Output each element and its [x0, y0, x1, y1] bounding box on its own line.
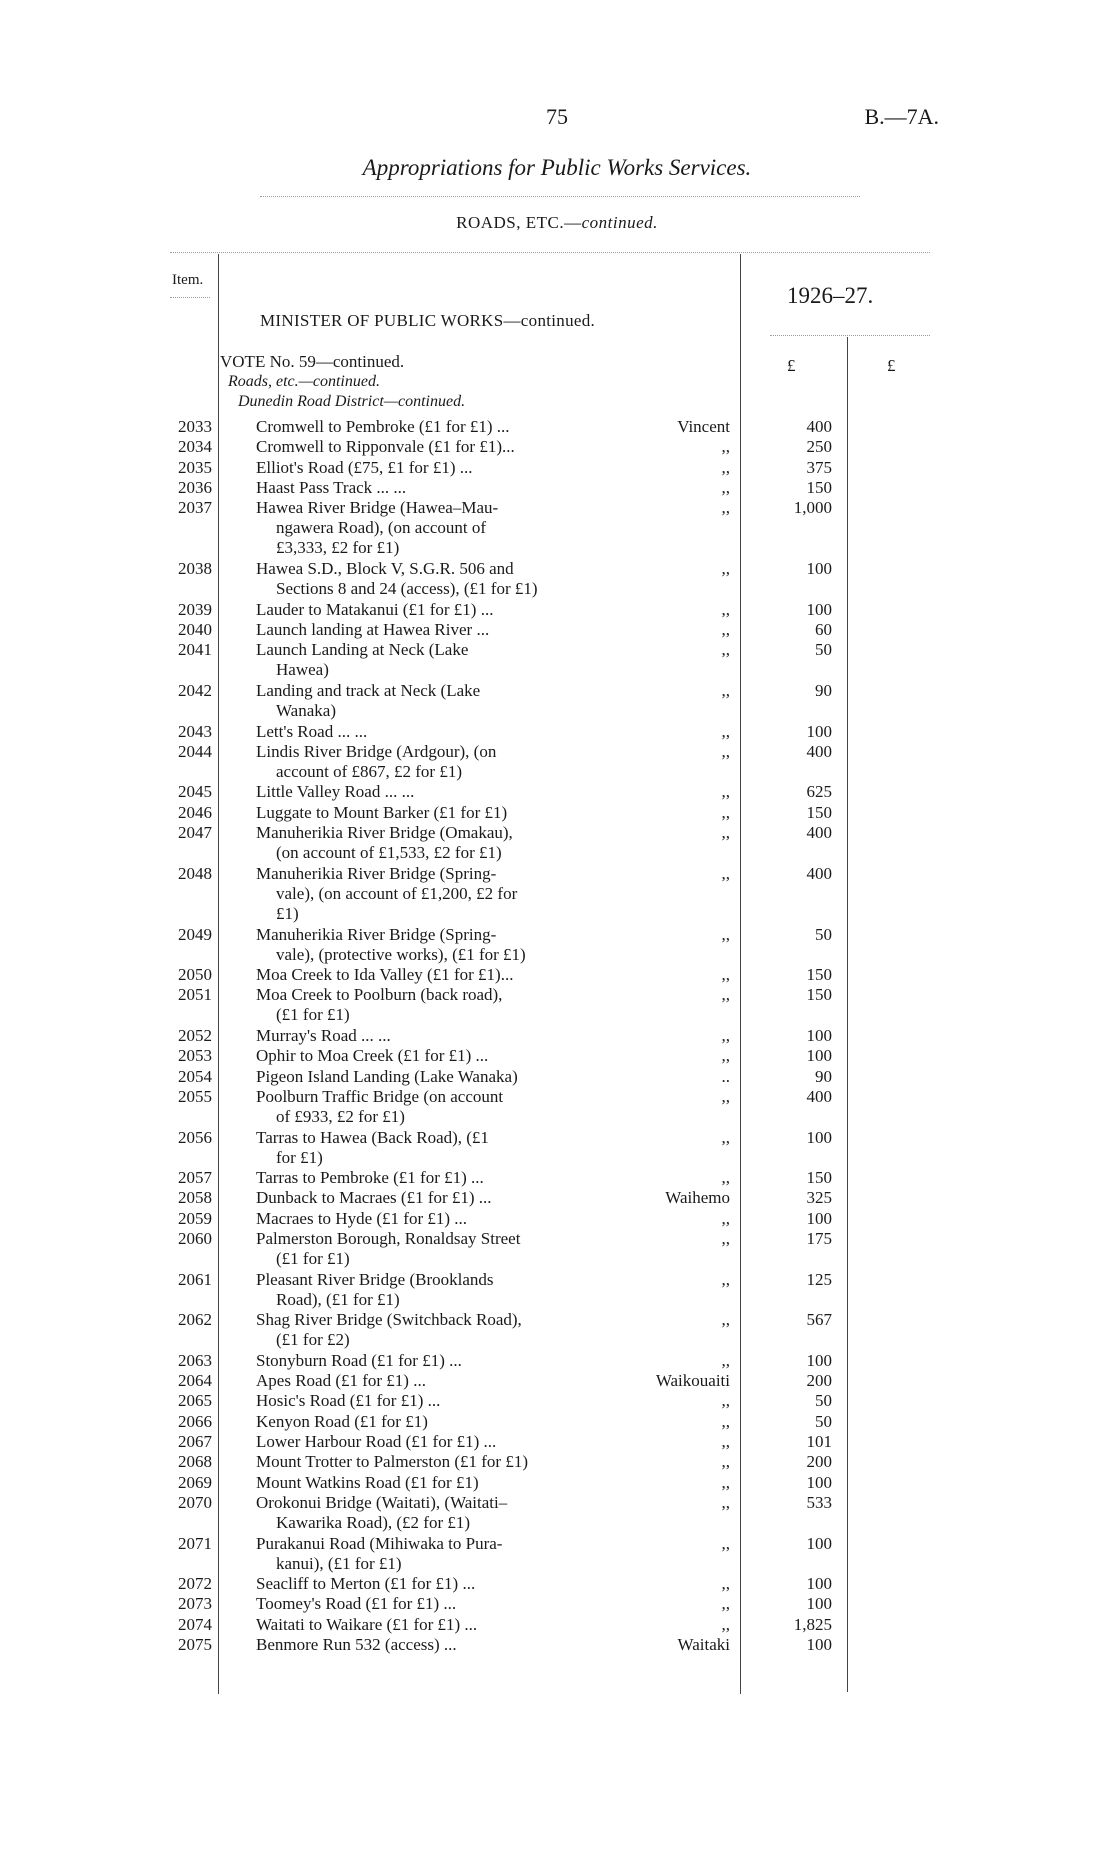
description-line: Palmerston Borough, Ronaldsay Street	[256, 1229, 521, 1248]
description-line: £3,333, £2 for £1)	[276, 538, 400, 558]
item-number: 2070	[178, 1492, 212, 1512]
item-description	[256, 1310, 616, 1350]
item-description	[256, 1046, 616, 1066]
item-number: 2049	[178, 924, 212, 944]
description-line: Lauder to Matakanui (£1 for £1) ...	[256, 599, 494, 619]
item-description	[256, 823, 616, 863]
electorate: ,,	[721, 1492, 730, 1512]
item-number: 2035	[178, 457, 212, 477]
item-number: 2073	[178, 1594, 212, 1614]
item-number: 2039	[178, 599, 212, 619]
electorate: ,,	[721, 721, 730, 741]
amount: 150	[806, 802, 832, 822]
item-description	[256, 681, 616, 721]
description-line: Moa Creek to Ida Valley (£1 for £1)...	[256, 965, 514, 985]
electorate: ,,	[721, 965, 730, 985]
item-number: 2047	[178, 823, 212, 842]
item-number: 2061	[178, 1269, 212, 1289]
description-line: Lower Harbour Road (£1 for £1) ...	[256, 1432, 497, 1451]
description-line: Kenyon Road (£1 for £1)	[256, 1411, 428, 1431]
electorate: ,,	[721, 559, 730, 579]
electorate: ,,	[721, 1310, 730, 1330]
item-number: 2065	[178, 1391, 212, 1411]
electorate: Waitaki	[677, 1635, 730, 1654]
item-description	[256, 1188, 616, 1208]
electorate: ,,	[721, 1168, 730, 1188]
item-column-rule	[218, 254, 219, 1694]
amount: 400	[806, 823, 832, 842]
description-line: (£1 for £1)	[276, 1249, 350, 1268]
pound-unit-label-total: £	[887, 356, 896, 375]
amount: 100	[806, 1046, 832, 1066]
amount: 100	[806, 1472, 832, 1492]
description-line: Sections 8 and 24 (access), (£1 for £1)	[276, 579, 538, 599]
description-line: Road), (£1 for £1)	[276, 1289, 400, 1309]
item-number: 2051	[178, 985, 212, 1005]
item-number: 2056	[178, 1127, 212, 1147]
item-number: 2055	[178, 1086, 212, 1106]
description-line: Moa Creek to Poolburn (back road),	[256, 985, 503, 1005]
item-number: 2043	[178, 721, 212, 741]
description-line: Poolburn Traffic Bridge (on account	[256, 1086, 504, 1106]
description-line: Toomey's Road (£1 for £1) ...	[256, 1594, 457, 1614]
item-number: 2062	[178, 1310, 212, 1330]
item-number: 2044	[178, 741, 212, 761]
district-subheading: Dunedin Road District—continued.	[238, 393, 466, 410]
electorate: ,,	[721, 1208, 730, 1228]
item-description	[256, 1452, 616, 1472]
item-number: 2072	[178, 1574, 212, 1594]
pound-unit-label: £	[787, 356, 796, 375]
description-line: (on account of £1,533, £2 for £1)	[276, 843, 502, 862]
section-continued: continued.	[581, 213, 658, 232]
item-description	[256, 864, 616, 924]
amount: 200	[806, 1371, 832, 1391]
amount: 150	[806, 965, 832, 985]
amount: 200	[806, 1452, 832, 1472]
item-description	[256, 1087, 616, 1127]
item-number: 2034	[178, 437, 212, 457]
description-line: Seacliff to Merton (£1 for £1) ...	[256, 1574, 476, 1594]
amount: 60	[815, 620, 832, 639]
amount: 150	[806, 1168, 832, 1188]
description-line: (£1 for £1)	[276, 1005, 350, 1025]
description-line: Stonyburn Road (£1 for £1) ...	[256, 1350, 462, 1370]
page-code: B.—7A.	[864, 104, 939, 129]
description-line: Tarras to Hawea (Back Road), (£1	[256, 1127, 489, 1147]
amount: 150	[806, 985, 832, 1005]
electorate: ,,	[721, 620, 730, 639]
amount: 100	[806, 1533, 832, 1553]
description-line: Manuherikia River Bridge (Omakau),	[256, 823, 513, 842]
description-line: Purakanui Road (Mihiwaka to Pura-	[256, 1533, 503, 1553]
item-number: 2069	[178, 1472, 212, 1492]
amount: 50	[815, 1391, 832, 1411]
electorate: Waikouaiti	[655, 1371, 730, 1391]
amount: 100	[806, 1594, 832, 1614]
page-title: Appropriations for Public Works Services.	[362, 155, 752, 180]
item-description	[256, 1574, 616, 1594]
item-number: 2050	[178, 965, 212, 985]
amount: 50	[815, 1411, 832, 1431]
item-number: 2033	[178, 417, 212, 436]
amount: 533	[806, 1492, 832, 1512]
description-line: of £933, £2 for £1)	[276, 1106, 405, 1126]
item-description	[256, 1209, 616, 1229]
header-rule-pound	[770, 335, 930, 336]
electorate: ,,	[721, 985, 730, 1005]
minister-heading: MINISTER OF PUBLIC WORKS—continued.	[260, 311, 596, 330]
electorate: ,,	[721, 1026, 730, 1045]
description-line: Murray's Road ... ...	[256, 1026, 391, 1045]
item-description	[256, 640, 616, 680]
item-number: 2060	[178, 1229, 212, 1248]
description-line: Luggate to Mount Barker (£1 for £1)	[256, 802, 508, 822]
electorate: ,,	[721, 437, 730, 457]
description-line: for £1)	[276, 1147, 323, 1167]
electorate: Waihemo	[665, 1188, 730, 1208]
item-description	[256, 620, 616, 640]
electorate: ,,	[721, 599, 730, 619]
amount: 325	[806, 1188, 832, 1208]
item-number: 2071	[178, 1533, 212, 1553]
header-rule-top	[170, 252, 930, 253]
description-line: Hosic's Road (£1 for £1) ...	[256, 1391, 441, 1411]
amount: 400	[806, 863, 832, 883]
item-description	[256, 742, 616, 782]
description-line: Macraes to Hyde (£1 for £1) ...	[256, 1208, 468, 1228]
electorate: ,,	[721, 1127, 730, 1147]
description-line: Dunback to Macraes (£1 for £1) ...	[256, 1188, 492, 1208]
item-description	[256, 722, 616, 742]
electorate: ,,	[721, 741, 730, 761]
electorate: ,,	[721, 1533, 730, 1553]
amount: 625	[806, 782, 832, 802]
amount: 100	[806, 1127, 832, 1147]
electorate: ,,	[721, 1574, 730, 1594]
item-number: 2036	[178, 477, 212, 497]
section-name: ROADS, ETC.—	[456, 213, 582, 232]
electorate: ..	[721, 1066, 730, 1086]
description-line: Cromwell to Pembroke (£1 for £1) ...	[256, 417, 510, 436]
item-number: 2042	[178, 680, 212, 700]
description-line: kanui), (£1 for £1)	[276, 1553, 402, 1573]
description-line: Cromwell to Ripponvale (£1 for £1)...	[256, 437, 515, 457]
item-description	[256, 1635, 616, 1655]
item-description	[256, 1534, 616, 1574]
electorate-column-rule	[740, 254, 741, 1694]
header-rule-item	[170, 297, 210, 298]
amount: 1,000	[793, 498, 832, 518]
description-line: Haast Pass Track ... ...	[256, 477, 407, 497]
item-description	[256, 1168, 616, 1188]
amount: 90	[815, 1066, 832, 1086]
description-line: (£1 for £2)	[276, 1330, 350, 1350]
description-line: Launch landing at Hawea River ...	[256, 620, 490, 639]
description-line: Shag River Bridge (Switchback Road),	[256, 1310, 522, 1330]
item-description	[256, 1371, 616, 1391]
item-description	[256, 925, 616, 965]
item-number: 2041	[178, 640, 212, 660]
description-line: Manuherikia River Bridge (Spring-	[256, 924, 497, 944]
electorate: ,,	[721, 823, 730, 842]
item-description	[256, 1067, 616, 1087]
amount: 100	[806, 1026, 832, 1045]
item-description	[256, 600, 616, 620]
electorate: ,,	[721, 1594, 730, 1614]
description-line: Kawarika Road), (£2 for £1)	[276, 1512, 471, 1532]
amount: 90	[815, 680, 832, 700]
description-line: Hawea River Bridge (Hawea–Mau-	[256, 498, 499, 518]
item-description	[256, 1493, 616, 1533]
item-number: 2037	[178, 498, 212, 518]
item-number: 2046	[178, 802, 212, 822]
description-line: Apes Road (£1 for £1) ...	[256, 1371, 426, 1391]
electorate: ,,	[721, 1614, 730, 1634]
item-description	[256, 782, 616, 802]
electorate: ,,	[721, 1229, 730, 1248]
electorate: ,,	[721, 1046, 730, 1066]
item-number: 2067	[178, 1432, 212, 1451]
electorate: ,,	[721, 782, 730, 802]
item-description	[256, 417, 616, 437]
description-line: Lindis River Bridge (Ardgour), (on	[256, 741, 497, 761]
item-description	[256, 1473, 616, 1493]
amount: 50	[815, 640, 832, 660]
item-description	[256, 1594, 616, 1614]
electorate: ,,	[721, 680, 730, 700]
description-line: Little Valley Road ... ...	[256, 782, 415, 802]
amount-column-rule	[847, 337, 848, 1692]
description-line: Tarras to Pembroke (£1 for £1) ...	[256, 1168, 484, 1188]
electorate: ,,	[721, 1391, 730, 1411]
amount: 100	[806, 1350, 832, 1370]
amount: 400	[806, 1086, 832, 1106]
amount: 100	[806, 1208, 832, 1228]
amount: 100	[806, 1574, 832, 1594]
amount: 100	[806, 721, 832, 741]
description-line: Launch Landing at Neck (Lake	[256, 640, 469, 660]
item-number: 2058	[178, 1188, 212, 1208]
vote-heading: VOTE No. 59—continued.	[220, 352, 405, 371]
description-line: Pleasant River Bridge (Brooklands	[256, 1269, 494, 1289]
item-number: 2068	[178, 1452, 212, 1472]
description-line: Wanaka)	[276, 700, 336, 720]
page-number: 75	[546, 104, 568, 129]
item-description	[256, 437, 616, 457]
description-line: ngawera Road), (on account of	[276, 518, 487, 538]
electorate: ,,	[721, 457, 730, 477]
description-line: Pigeon Island Landing (Lake Wanaka)	[256, 1066, 518, 1086]
description-line: £1)	[276, 903, 299, 923]
amount: 101	[806, 1432, 832, 1451]
amount: 50	[815, 924, 832, 944]
description-line: Hawea)	[276, 660, 329, 680]
electorate: ,,	[721, 1269, 730, 1289]
electorate: ,,	[721, 802, 730, 822]
electorate: ,,	[721, 1432, 730, 1451]
amount: 375	[806, 457, 832, 477]
year-column-header: 1926–27.	[787, 283, 874, 308]
amount: 125	[806, 1269, 832, 1289]
item-number: 2040	[178, 620, 212, 639]
description-line: Manuherikia River Bridge (Spring-	[256, 863, 497, 883]
item-description	[256, 1412, 616, 1432]
amount: 400	[806, 417, 832, 436]
electorate: ,,	[721, 863, 730, 883]
description-line: Orokonui Bridge (Waitati), (Waitati–	[256, 1492, 508, 1512]
amount: 250	[806, 437, 832, 457]
item-description	[256, 1270, 616, 1310]
amount: 567	[806, 1310, 832, 1330]
amount: 1,825	[793, 1614, 832, 1634]
electorate: ,,	[721, 498, 730, 518]
electorate: ,,	[721, 1452, 730, 1472]
description-line: Mount Watkins Road (£1 for £1)	[256, 1472, 479, 1492]
item-column-header: Item.	[172, 272, 204, 288]
item-description	[256, 1432, 616, 1452]
item-number: 2074	[178, 1614, 212, 1634]
item-number: 2054	[178, 1066, 212, 1086]
description-line: Benmore Run 532 (access) ...	[256, 1635, 457, 1654]
amount: 150	[806, 477, 832, 497]
item-number: 2075	[178, 1635, 212, 1654]
item-number: 2053	[178, 1046, 212, 1066]
description-line: Lett's Road ... ...	[256, 721, 368, 741]
electorate: ,,	[721, 1472, 730, 1492]
amount: 400	[806, 741, 832, 761]
description-line: Mount Trotter to Palmerston (£1 for £1)	[256, 1452, 528, 1472]
item-number: 2045	[178, 782, 212, 802]
item-number: 2038	[178, 559, 212, 579]
item-number: 2063	[178, 1350, 212, 1370]
item-number: 2059	[178, 1208, 212, 1228]
item-description	[256, 1128, 616, 1168]
item-description	[256, 1391, 616, 1411]
description-line: Elliot's Road (£75, £1 for £1) ...	[256, 457, 473, 477]
description-line: account of £867, £2 for £1)	[276, 761, 463, 781]
electorate: ,,	[721, 477, 730, 497]
amount: 100	[806, 559, 832, 579]
description-line: vale), (on account of £1,200, £2 for	[276, 883, 518, 903]
description-line: Landing and track at Neck (Lake	[256, 680, 481, 700]
section-title	[0, 213, 1114, 233]
item-number: 2066	[178, 1411, 212, 1431]
item-number: 2048	[178, 863, 212, 883]
item-description	[256, 803, 616, 823]
item-description	[256, 965, 616, 985]
electorate: ,,	[721, 924, 730, 944]
item-description	[256, 1026, 616, 1046]
item-description	[256, 1351, 616, 1371]
item-description	[256, 985, 616, 1025]
item-description	[256, 478, 616, 498]
description-line: vale), (protective works), (£1 for £1)	[276, 944, 526, 964]
electorate: ,,	[721, 1350, 730, 1370]
item-description	[256, 1615, 616, 1635]
item-number: 2064	[178, 1371, 212, 1391]
item-description	[256, 458, 616, 478]
description-line: Ophir to Moa Creek (£1 for £1) ...	[256, 1046, 489, 1066]
roads-subheading: Roads, etc.—continued.	[228, 373, 380, 390]
item-number: 2052	[178, 1026, 212, 1045]
amount: 100	[806, 1635, 832, 1654]
title-rule	[260, 196, 860, 197]
amount: 175	[806, 1229, 832, 1248]
description-line: Waitati to Waikare (£1 for £1) ...	[256, 1614, 478, 1634]
item-description	[256, 498, 616, 558]
item-description	[256, 559, 616, 599]
electorate: ,,	[721, 1411, 730, 1431]
amount: 100	[806, 599, 832, 619]
description-line: Hawea S.D., Block V, S.G.R. 506 and	[256, 559, 514, 579]
electorate: Vincent	[677, 417, 730, 436]
electorate: ,,	[721, 640, 730, 660]
item-number: 2057	[178, 1168, 212, 1188]
item-description	[256, 1229, 616, 1269]
electorate: ,,	[721, 1086, 730, 1106]
